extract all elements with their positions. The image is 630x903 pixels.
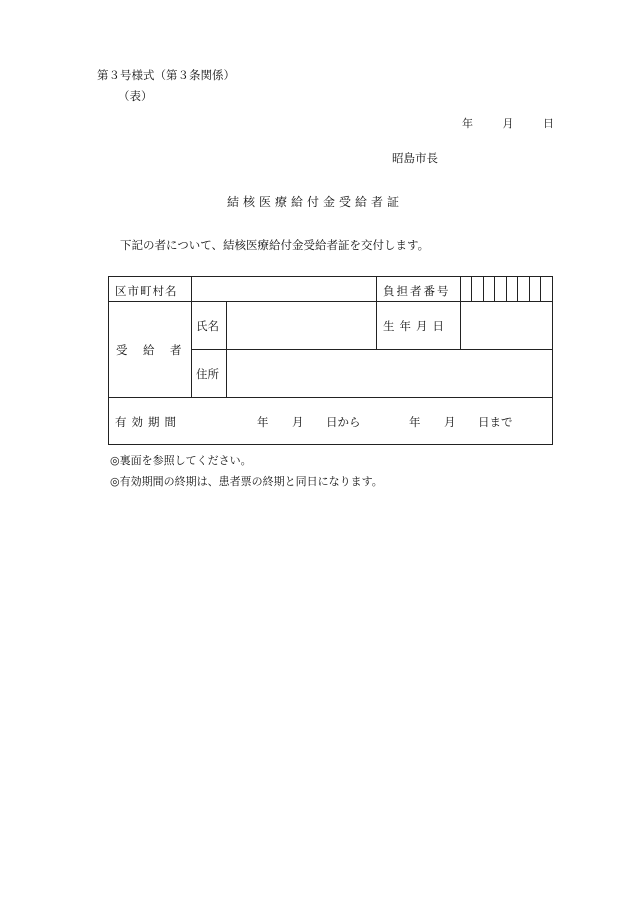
municipality-label: 区市町村名	[115, 284, 178, 298]
notes	[110, 450, 383, 492]
payer-digit-divider	[506, 276, 507, 301]
row-divider	[108, 301, 553, 302]
validity-from-month: 月	[292, 415, 304, 429]
column-divider	[376, 276, 377, 349]
payer-digit-divider	[529, 276, 530, 301]
date-line	[462, 115, 554, 131]
face-label: （表）	[118, 89, 153, 103]
validity-label: 有効期間	[115, 415, 181, 429]
payer-digit-divider	[471, 276, 472, 301]
row-divider	[108, 397, 553, 398]
date-day-label: 日	[543, 117, 554, 130]
address-label: 住所	[196, 367, 219, 381]
date-month-label: 月	[502, 117, 514, 130]
payer-digit-divider	[494, 276, 495, 301]
validity-to-year: 年	[409, 415, 421, 429]
validity-from-day: 日から	[326, 415, 361, 429]
row-divider	[191, 349, 553, 350]
payer-digit-divider	[540, 276, 541, 301]
payer-digit-divider	[517, 276, 518, 301]
validity-to-month: 月	[444, 415, 456, 429]
validity-to-day: 日まで	[478, 415, 513, 429]
intro-text: 下記の者について、結核医療給付金受給者証を交付します。	[120, 238, 430, 252]
date-year-label: 年	[462, 117, 473, 130]
payer-digit-divider	[483, 276, 484, 301]
note-item: ◎裏面を参照してください。	[110, 454, 252, 467]
note-item: ◎有効期間の終期は、患者票の終期と同日になります。	[110, 475, 383, 488]
issuer: 昭島市長	[392, 151, 438, 165]
name-label: 氏名	[196, 319, 219, 333]
column-divider	[226, 301, 227, 397]
column-divider	[191, 276, 192, 397]
document-title: 結核医療給付金受給者証	[226, 195, 403, 209]
form-number: 第３号様式（第３条関係）	[97, 68, 235, 82]
validity-from-year: 年	[257, 415, 269, 429]
recipient-label: 受 給 者	[116, 343, 184, 357]
payer-number-label: 負担者番号	[383, 284, 451, 298]
birthdate-label: 生年月日	[383, 319, 449, 333]
column-divider	[460, 276, 461, 349]
